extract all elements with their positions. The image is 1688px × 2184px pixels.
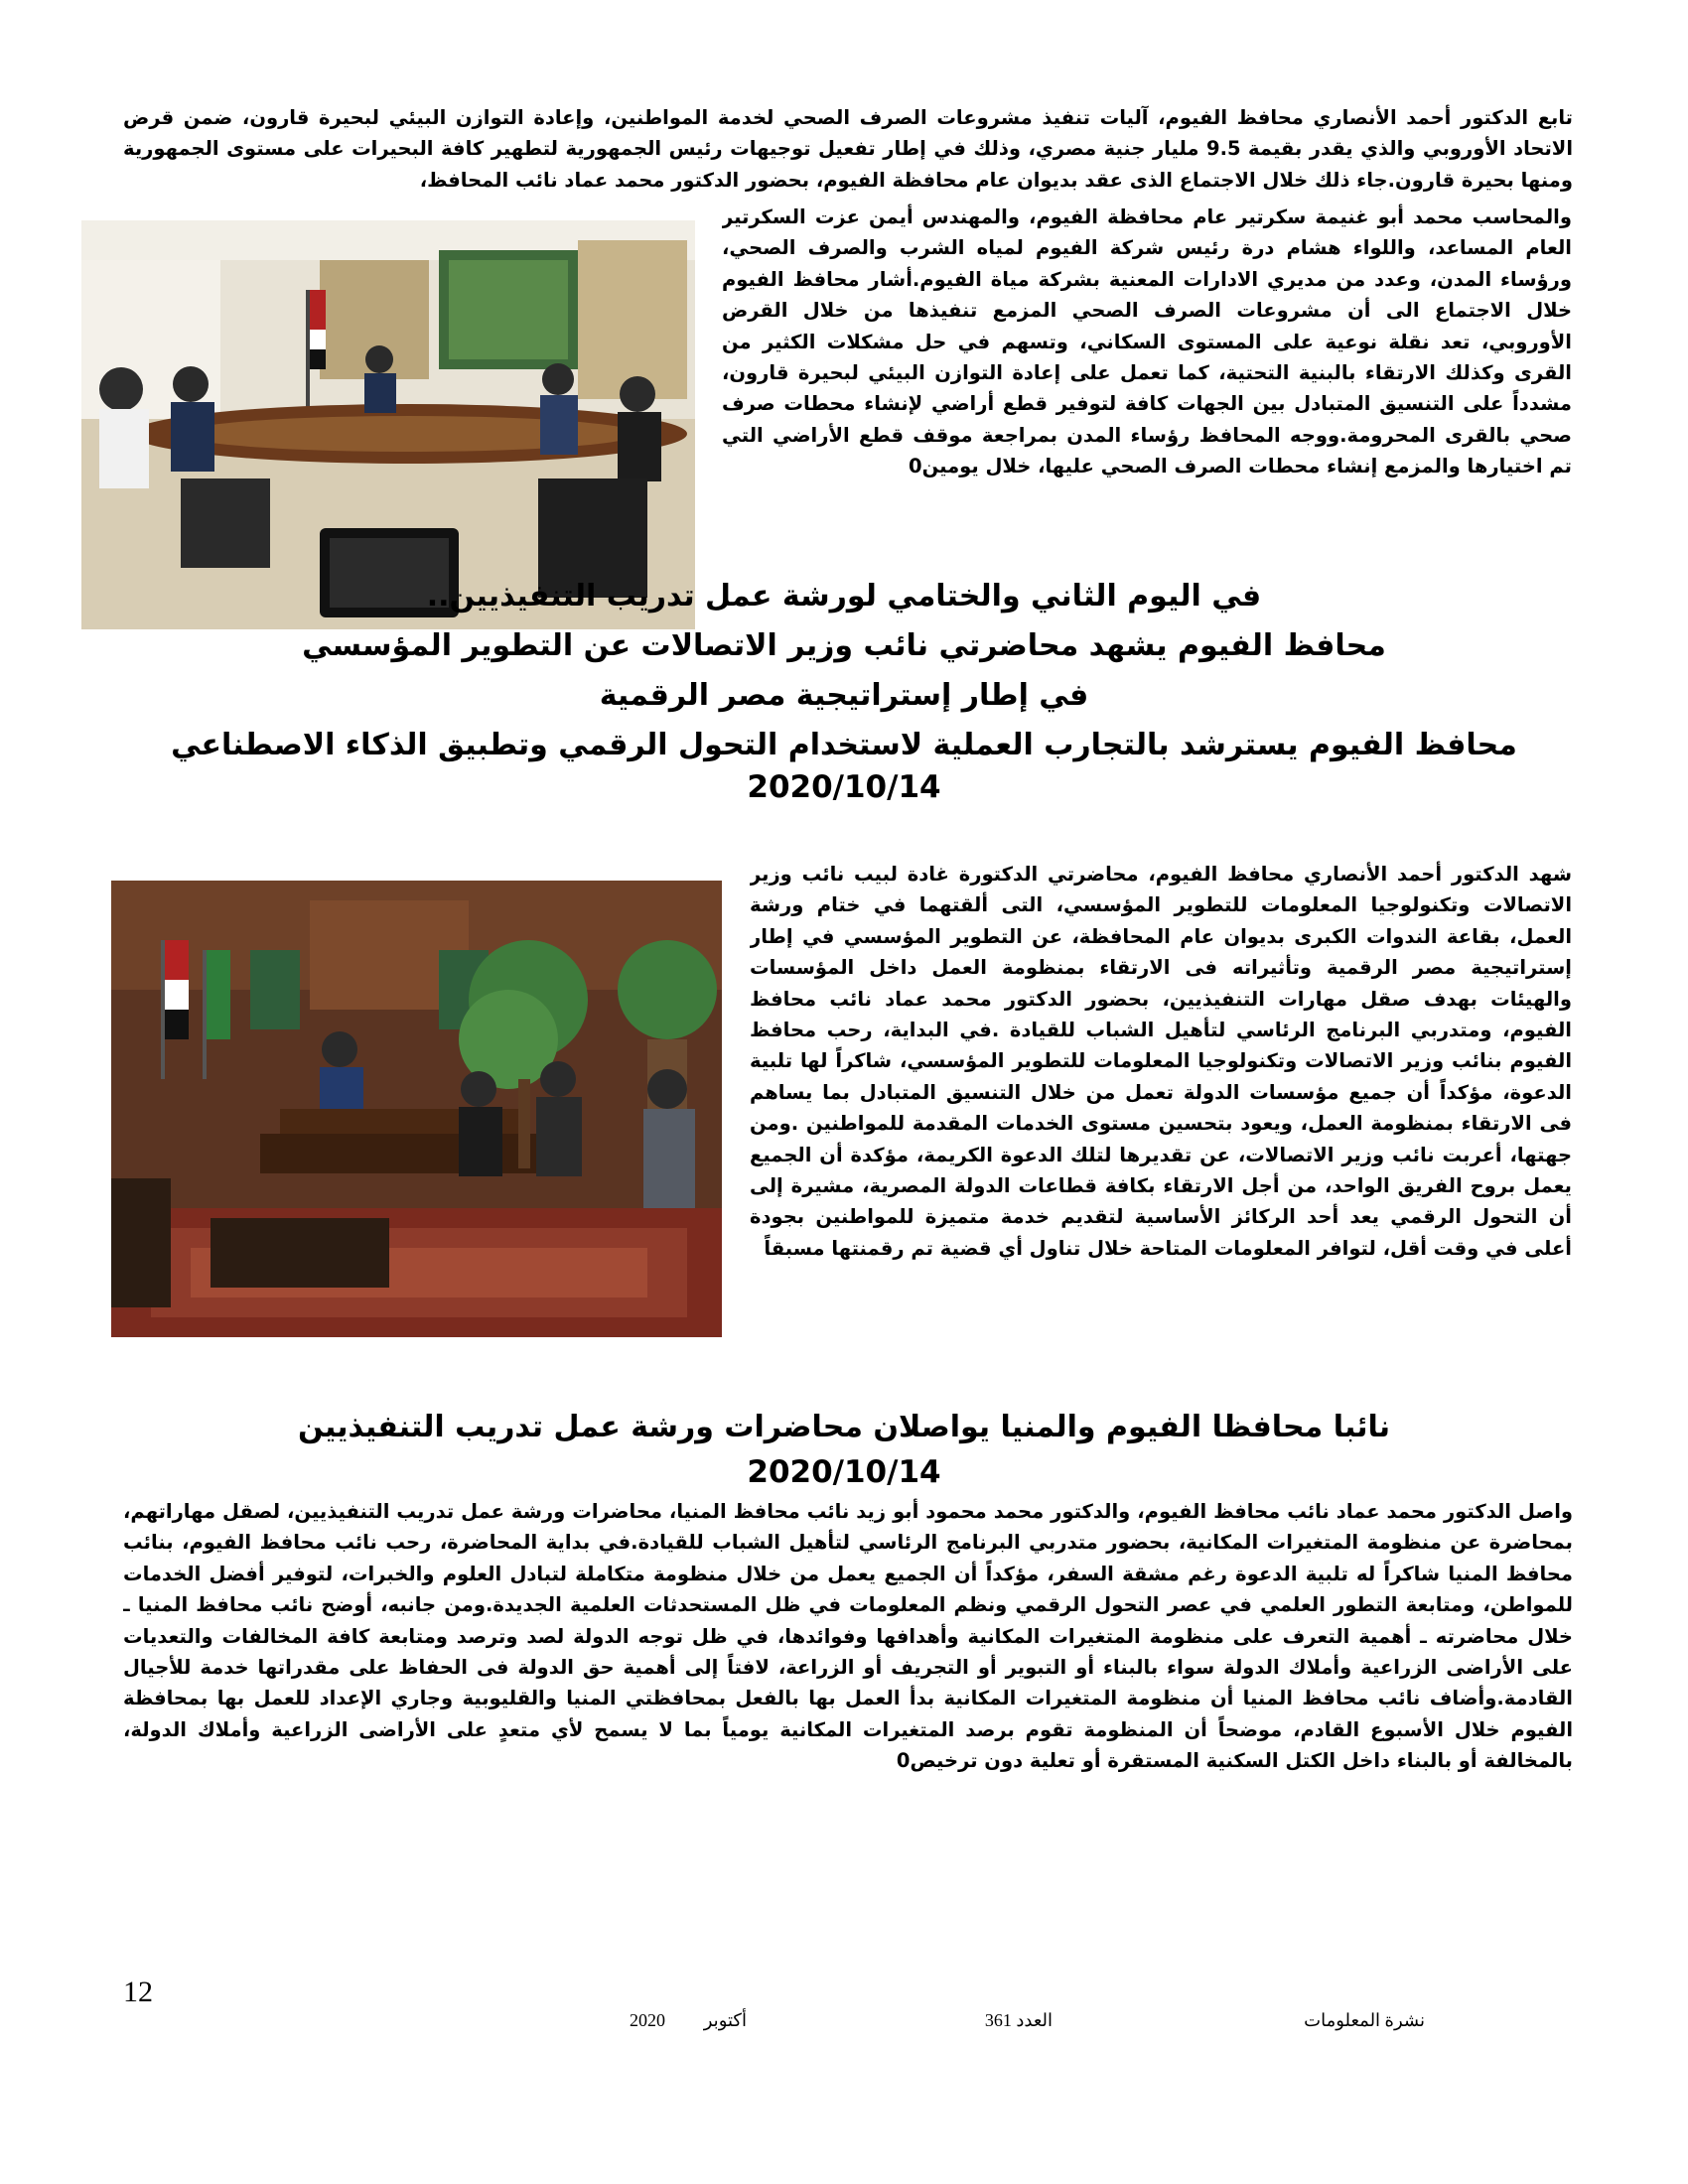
article2-heading-line-3: في إطار إستراتيجية مصر الرقمية [599, 678, 1089, 713]
article2-heading-line-4: محافظ الفيوم يسترشد بالتجارب العملية لاستخدام التحول الرقمي وتطبيق الذكاء الاصطناعي [171, 728, 1517, 762]
article3-date: 2020/10/14 [747, 1454, 941, 1490]
page-number: 12 [123, 1976, 153, 2008]
meeting-photo-2 [111, 881, 722, 1337]
article1-intro: تابع الدكتور أحمد الأنصاري محافظ الفيوم، آليات تنفيذ مشروعات الصرف الصحي لخدمة المواطنين، وإعادة التوازن البيئي لبحيرة قارون، ضمن قرض الاتحاد الأوروبي والذي يقدر بقيمة 9.5 مليار جنية مصري، وذلك في إطار تفعيل توجيهات رئيس الجمهورية لتطهير كافة البحيرات على مستوى الجمهورية ومنها بحيرة قارون.جاء ذلك خلال الاجتماع الذى عقد بديوان عام محافظة الفيوم، بحضور الدكتور محمد عماد نائب المحافظ، [123, 106, 1573, 192]
article2-body: شهد الدكتور أحمد الأنصاري محافظ الفيوم، محاضرتي الدكتورة غادة لبيب نائب وزير الاتصالات وتكنولوجيا المعلومات للتطوير المؤسسي، التى ألقتهما في ختام ورشة العمل، بقاعة الندوات الكبرى بديوان عام المحافظة، عن التطوير المؤسسي في إطار إستراتيجية مصر الرقمية وتأثيراته فى الارتقاء بمنظومة العمل داخل المؤسسات والهيئات بهدف صقل مهارات التنفيذيين، بحضور الدكتور محمد عماد نائب محافظ الفيوم، ومتدربي البرنامج الرئاسي لتأهيل الشباب للقيادة .في البداية، رحب محافظ الفيوم بنائب وزير الاتصالات وتكنولوجيا المعلومات للتطوير المؤسسي، شاكراً لها تلبية الدعوة، مؤكداً أن جميع مؤسسات الدولة تعمل من خلال التنسيق المتبادل بما يساهم فى الارتقاء بمنظومة العمل، ويعود بتحسين مستوى الخدمات المقدمة للمواطنين .ومن جهتها، أعربت نائب وزير الاتصالات، عن تقديرها لتلك الدعوة الكريمة، مؤكدة أن الجميع يعمل بروح الفريق الواحد، من أجل الارتقاء بكافة قطاعات الدولة المصرية، مشيرة إلى أن التحول الرقمي يعد أحد الركائز الأساسية لتقديم خدمة متميزة للمواطنين بجودة أعلى في وقت أقل، لتوافر المعلومات المتاحة خلال تناول أي قضية تم رقمنتها مسبقاً [750, 863, 1572, 1260]
meeting-photo-1 [81, 220, 695, 629]
article3-body: واصل الدكتور محمد عماد نائب محافظ الفيوم، والدكتور محمد محمود أبو زيد نائب محافظ المنيا، محاضرات ورشة عمل تدريب التنفيذيين، لصقل مهاراتهم، بمحاضرة عن منظومة المتغيرات المكانية، بحضور متدربي البرنامج الرئاسي لتأهيل الشباب للقيادة.في بداية المحاضرة، رحب نائب محافظ الفيوم، بنائب محافظ المنيا شاكراً له تلبية الدعوة رغم مشقة السفر، مؤكداً أن الجميع يعمل من خلال منظومة متكاملة لتبادل العلوم والخبرات، لتوفير أفضل الخدمات للمواطن، ومتابعة التطور العلمي في عصر التحول الرقمي ونظم المعلومات في ظل المستحدثات العلمية الجديدة.ومن جانبه، أوضح نائب محافظ المنيا ـ خلال محاضرته ـ أهمية التعرف على منظومة المتغيرات المكانية وأهدافها وفوائدها، في ظل توجه الدولة لصد وترصد ومتابعة كافة المخالفات والتعديات على الأراضى الزراعية وأملاك الدولة سواء بالبناء أو التبوير أو التجريف أو الزراعة، لافتاً إلى أهمية حق الدولة فى الحفاظ على مقدراتها خدمة للأجيال القادمة.وأضاف نائب محافظ المنيا أن منظومة المتغيرات المكانية بدأ العمل بها بالفعل بمحافظتي المنيا والقليوبية وجاري الإعداد للعمل بها بمحافظة الفيوم خلال الأسبوع القادم، موضحاً أن المنظومة تقوم برصد المتغيرات المكانية يومياً بما لا يسمح لأي متعدٍ على الأراضى الزراعية وأملاك الدولة، بالمخالفة أو بالبناء داخل الكتل السكنية المستقرة أو تعلية دون ترخيص0 [123, 1500, 1573, 1773]
article2-heading-line-1: في اليوم الثاني والختامي لورشة عمل تدريب التنفيذيين.. [426, 579, 1262, 614]
article2-heading-line-2: محافظ الفيوم يشهد محاضرتي نائب وزير الاتصالات عن التطوير المؤسسي [302, 628, 1386, 663]
footer-month: أكتوبر [703, 2010, 747, 2030]
article2-date: 2020/10/14 [747, 769, 941, 805]
footer-publication: نشرة المعلومات [1304, 2010, 1425, 2030]
article1-body: والمحاسب محمد أبو غنيمة سكرتير عام محافظة الفيوم، والمهندس أيمن عزت السكرتير العام المساعد، واللواء هشام درة رئيس شركة الفيوم لمياه الشرب والصرف الصحي، ورؤساء المدن، وعدد من مديري الادارات المعنية بشركة مياة الفيوم.أشار محافظ الفيوم خلال الاجتماع الى أن مشروعات الصرف الصحي المزمع تنفيذها من خلال القرض الأوروبي، تعد نقلة نوعية على المستوى السكاني، وتسهم في حل مشكلات الكثير من القرى وكذلك الارتقاء بالبنية التحتية، كما تعمل على إعادة التوازن البيئي لبحيرة قارون، مشدداً على التنسيق المتبادل بين الجهات كافة لتوفير قطع أراضي لإنشاء محطات صرف صحي بالقرى المحرومة.ووجه المحافظ رؤساء المدن بمراجعة موقف قطع الأراضي التي تم اختيارها والمزمع إنشاء محطات الصرف الصحي عليها، خلال يومين0 [722, 205, 1572, 478]
footer-year: 2020 [630, 2010, 665, 2030]
article3-heading: نائبا محافظا الفيوم والمنيا يواصلان محاضرات ورشة عمل تدريب التنفيذيين [297, 1410, 1390, 1444]
footer-issue: العدد 361 [984, 2010, 1053, 2030]
